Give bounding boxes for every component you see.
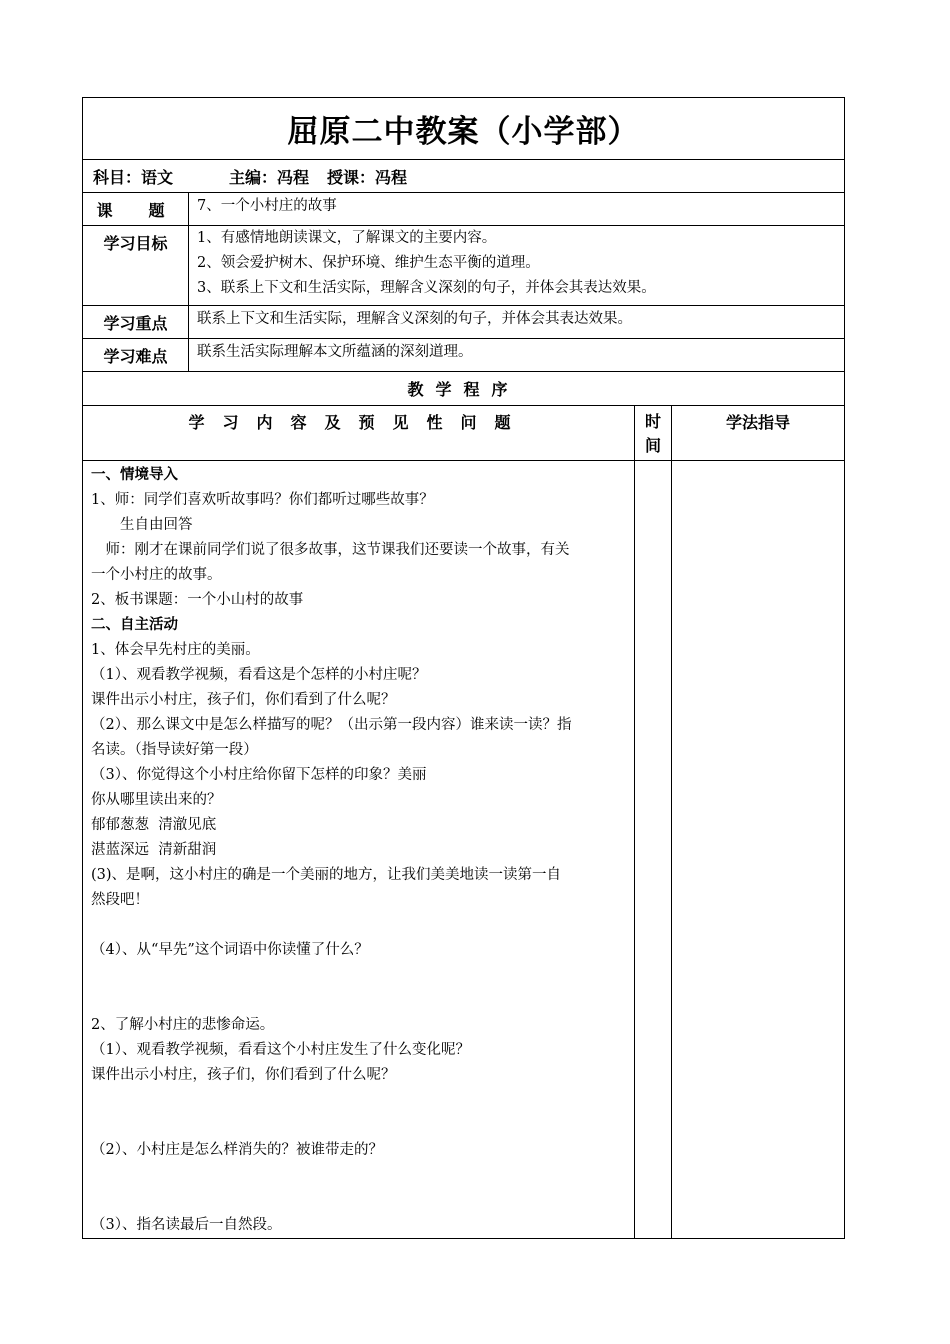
content-line: 你从哪里读出来的？	[91, 792, 222, 808]
goals-list	[189, 226, 845, 306]
section-heading: 一、情境导入	[91, 467, 178, 483]
goal-item: 3、联系上下文和生活实际，理解含义深刻的句子，并体会其表达效果。	[197, 280, 656, 296]
teaching-content	[83, 461, 635, 1239]
blank-space	[91, 1088, 626, 1138]
content-line: 郁郁葱葱 清澈见底	[91, 817, 217, 833]
content-line: （2）、小村庄是怎么样消失的？被谁带走的？	[91, 1142, 383, 1158]
teacher-label: 授课：冯程	[327, 167, 408, 187]
guide-column-header: 学法指导	[672, 406, 845, 461]
content-line: 1、体会早先村庄的美丽。	[91, 642, 260, 658]
content-line: （3）、你觉得这个小村庄给你留下怎样的印象？美丽	[91, 767, 427, 783]
content-line: 然段吧！	[91, 892, 149, 908]
goal-item: 2、领会爱护树木、保护环境、维护生态平衡的道理。	[197, 255, 540, 271]
time-cell	[635, 461, 672, 1239]
time-header-char-1: 时	[644, 412, 661, 431]
content-line: 课件出示小村庄，孩子们，你们看到了什么呢？	[91, 692, 396, 708]
focus-value: 联系上下文和生活实际，理解含义深刻的句子，并体会其表达效果。	[189, 306, 845, 339]
content-line: 师：刚才在课前同学们说了很多故事，这节课我们还要读一个故事，有关	[91, 542, 570, 558]
editor-label: 主编：冯程	[229, 167, 310, 187]
content-line: (3)、是啊，这小村庄的确是一个美丽的地方，让我们美美地读一读第一自	[91, 867, 562, 883]
content-line: 2、了解小村庄的悲惨命运。	[91, 1017, 275, 1033]
section-title: 教学程序	[83, 372, 845, 406]
content-line: （3）、指名读最后一自然段。	[91, 1217, 282, 1233]
time-header-char-2: 间	[644, 436, 661, 455]
blank-space	[91, 913, 626, 938]
topic-label: 课 题	[83, 193, 189, 226]
content-line: 课件出示小村庄，孩子们，你们看到了什么呢？	[91, 1067, 396, 1083]
content-line: 生自由回答	[91, 517, 193, 533]
lesson-plan-table	[82, 97, 845, 1239]
blank-space	[91, 963, 626, 1013]
content-line: （2）、那么课文中是怎么样描写的呢？（出示第一段内容）谁来读一读？指	[91, 717, 572, 733]
subject-label: 科目：语文	[93, 167, 174, 187]
page-title: 屈原二中教案（小学部）	[83, 98, 845, 160]
time-column-header	[635, 406, 672, 461]
goals-label: 学习目标	[83, 226, 189, 306]
content-line: 一个小村庄的故事。	[91, 567, 222, 583]
content-line: （4）、从“早先”这个词语中你读懂了什么？	[91, 942, 369, 958]
difficulty-value: 联系生活实际理解本文所蕴涵的深刻道理。	[189, 339, 845, 372]
content-line: 1、师：同学们喜欢听故事吗？你们都听过哪些故事？	[91, 492, 434, 508]
guide-cell	[672, 461, 845, 1239]
content-column-header: 学习内容及预见性问题	[83, 406, 635, 461]
content-line: 2、板书课题：一个小山村的故事	[91, 592, 304, 608]
focus-label: 学习重点	[83, 306, 189, 339]
content-line: （1）、观看教学视频，看看这是个怎样的小村庄呢？	[91, 667, 427, 683]
goal-item: 1、有感情地朗读课文，了解课文的主要内容。	[197, 230, 497, 246]
section-heading: 二、自主活动	[91, 617, 178, 633]
topic-value: 7、一个小村庄的故事	[189, 193, 845, 226]
content-line: 名读。（指导读好第一段）	[91, 742, 258, 758]
content-line: 湛蓝深远 清新甜润	[91, 842, 217, 858]
difficulty-label: 学习难点	[83, 339, 189, 372]
content-line: （1）、观看教学视频，看看这个小村庄发生了什么变化呢？	[91, 1042, 470, 1058]
blank-space	[91, 1163, 626, 1213]
meta-row	[83, 160, 845, 193]
